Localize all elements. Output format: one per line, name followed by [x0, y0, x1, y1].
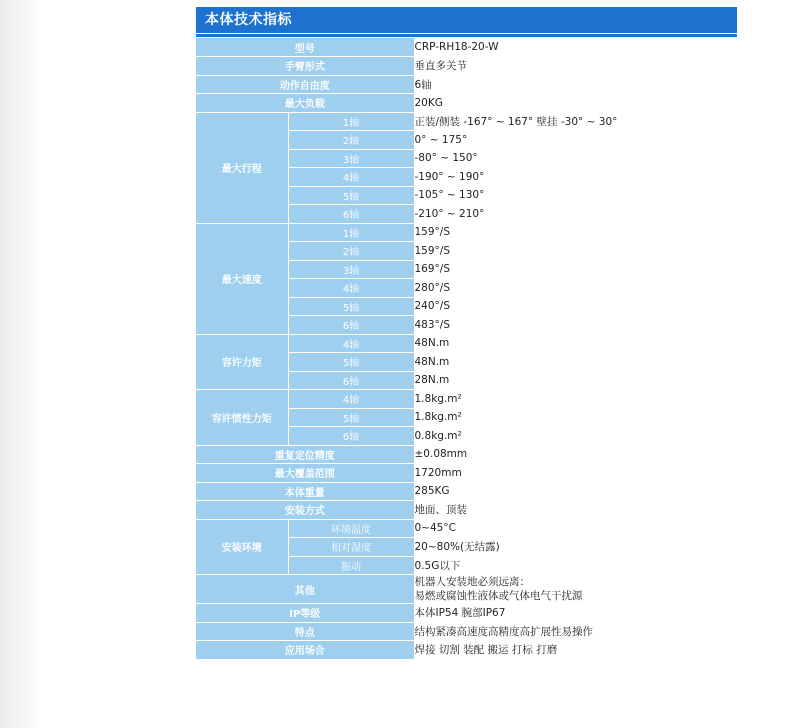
row-value: -210° ~ 210°: [414, 205, 737, 224]
group-label: 安装环境: [196, 519, 288, 575]
table-row: [196, 57, 737, 76]
row-label: 型号: [196, 38, 414, 57]
table-row: [196, 223, 737, 242]
axis-label: 2轴: [288, 242, 414, 261]
table-row: [196, 334, 737, 353]
axis-label: 2轴: [288, 131, 414, 150]
table-row: [196, 575, 737, 604]
row-value: [414, 575, 737, 604]
row-value: 焊接 切割 装配 搬运 打标 打磨: [414, 641, 737, 660]
group-label: 最大行程: [196, 112, 288, 223]
row-value: 280°/S: [414, 279, 737, 298]
table-row: [196, 519, 737, 538]
table-row: [196, 112, 737, 131]
row-value: 285KG: [414, 482, 737, 501]
section-title: 本体技术指标: [196, 7, 737, 33]
row-value: 48N.m: [414, 334, 737, 353]
row-value: 483°/S: [414, 316, 737, 335]
group-label: 容许惯性力矩: [196, 390, 288, 446]
group-label: 最大速度: [196, 223, 288, 334]
table-row: [196, 94, 737, 113]
row-value: 48N.m: [414, 353, 737, 372]
table-row: [196, 445, 737, 464]
axis-label: 5轴: [288, 186, 414, 205]
spec-table: [196, 38, 737, 660]
sub-label: 振动: [288, 556, 414, 575]
row-value: 28N.m: [414, 371, 737, 390]
row-label: 最大负载: [196, 94, 414, 113]
axis-label: 3轴: [288, 149, 414, 168]
row-value: 正装/侧装 -167° ~ 167° 壁挂 -30° ~ 30°: [414, 112, 737, 131]
axis-label: 6轴: [288, 427, 414, 446]
axis-label: 4轴: [288, 279, 414, 298]
table-row: [196, 641, 737, 660]
row-value: 0.5G以下: [414, 556, 737, 575]
table-row: [196, 501, 737, 520]
row-label: 应用场合: [196, 641, 414, 660]
axis-label: 5轴: [288, 297, 414, 316]
table-row: [196, 38, 737, 57]
row-value: 20~80%(无结露): [414, 538, 737, 557]
table-row: [196, 482, 737, 501]
table-row: [196, 464, 737, 483]
axis-label: 6轴: [288, 205, 414, 224]
row-value: 结构紧凑高速度高精度高扩展性易操作: [414, 622, 737, 641]
row-label: 重复定位精度: [196, 445, 414, 464]
row-value: 1.8kg.m²: [414, 408, 737, 427]
row-value: 1.8kg.m²: [414, 390, 737, 409]
axis-label: 5轴: [288, 408, 414, 427]
row-value: 地面、顶装: [414, 501, 737, 520]
row-value: 垂直多关节: [414, 57, 737, 76]
row-value: -105° ~ 130°: [414, 186, 737, 205]
axis-label: 4轴: [288, 390, 414, 409]
title-underline: [196, 34, 737, 37]
row-label: 动作自由度: [196, 75, 414, 94]
row-label: 安装方式: [196, 501, 414, 520]
axis-label: 6轴: [288, 316, 414, 335]
axis-label: 4轴: [288, 168, 414, 187]
row-value: 159°/S: [414, 223, 737, 242]
axis-label: 1轴: [288, 112, 414, 131]
row-value: 0° ~ 175°: [414, 131, 737, 150]
table-row: [196, 622, 737, 641]
row-value: 169°/S: [414, 260, 737, 279]
axis-label: 4轴: [288, 334, 414, 353]
row-value: 20KG: [414, 94, 737, 113]
axis-label: 1轴: [288, 223, 414, 242]
row-label: 手臂形式: [196, 57, 414, 76]
row-value: 6轴: [414, 75, 737, 94]
row-value: 0.8kg.m²: [414, 427, 737, 446]
table-row: [196, 75, 737, 94]
axis-label: 5轴: [288, 353, 414, 372]
row-value: 1720mm: [414, 464, 737, 483]
value-line-2: 易燃或腐蚀性液体或气体电气干扰源: [414, 590, 583, 602]
row-value: CRP-RH18-20-W: [414, 38, 737, 57]
row-label: 特点: [196, 622, 414, 641]
row-value: 159°/S: [414, 242, 737, 261]
table-row: [196, 390, 737, 409]
row-value: 0~45°C: [414, 519, 737, 538]
row-value: 240°/S: [414, 297, 737, 316]
group-label: 容许力矩: [196, 334, 288, 390]
sub-label: 环境温度: [288, 519, 414, 538]
value-line-1: 机器人安装地必须远离：: [414, 576, 530, 588]
row-label: 本体重量: [196, 482, 414, 501]
table-row: [196, 604, 737, 623]
row-value: -190° ~ 190°: [414, 168, 737, 187]
row-label: 其他: [196, 575, 414, 604]
row-value: ±0.08mm: [414, 445, 737, 464]
axis-label: 6轴: [288, 371, 414, 390]
row-label: IP等级: [196, 604, 414, 623]
row-value: -80° ~ 150°: [414, 149, 737, 168]
row-value: 本体IP54 腕部IP67: [414, 604, 737, 623]
sub-label: 相对湿度: [288, 538, 414, 557]
row-label: 最大覆盖范围: [196, 464, 414, 483]
left-edge-shade: [0, 0, 40, 728]
axis-label: 3轴: [288, 260, 414, 279]
